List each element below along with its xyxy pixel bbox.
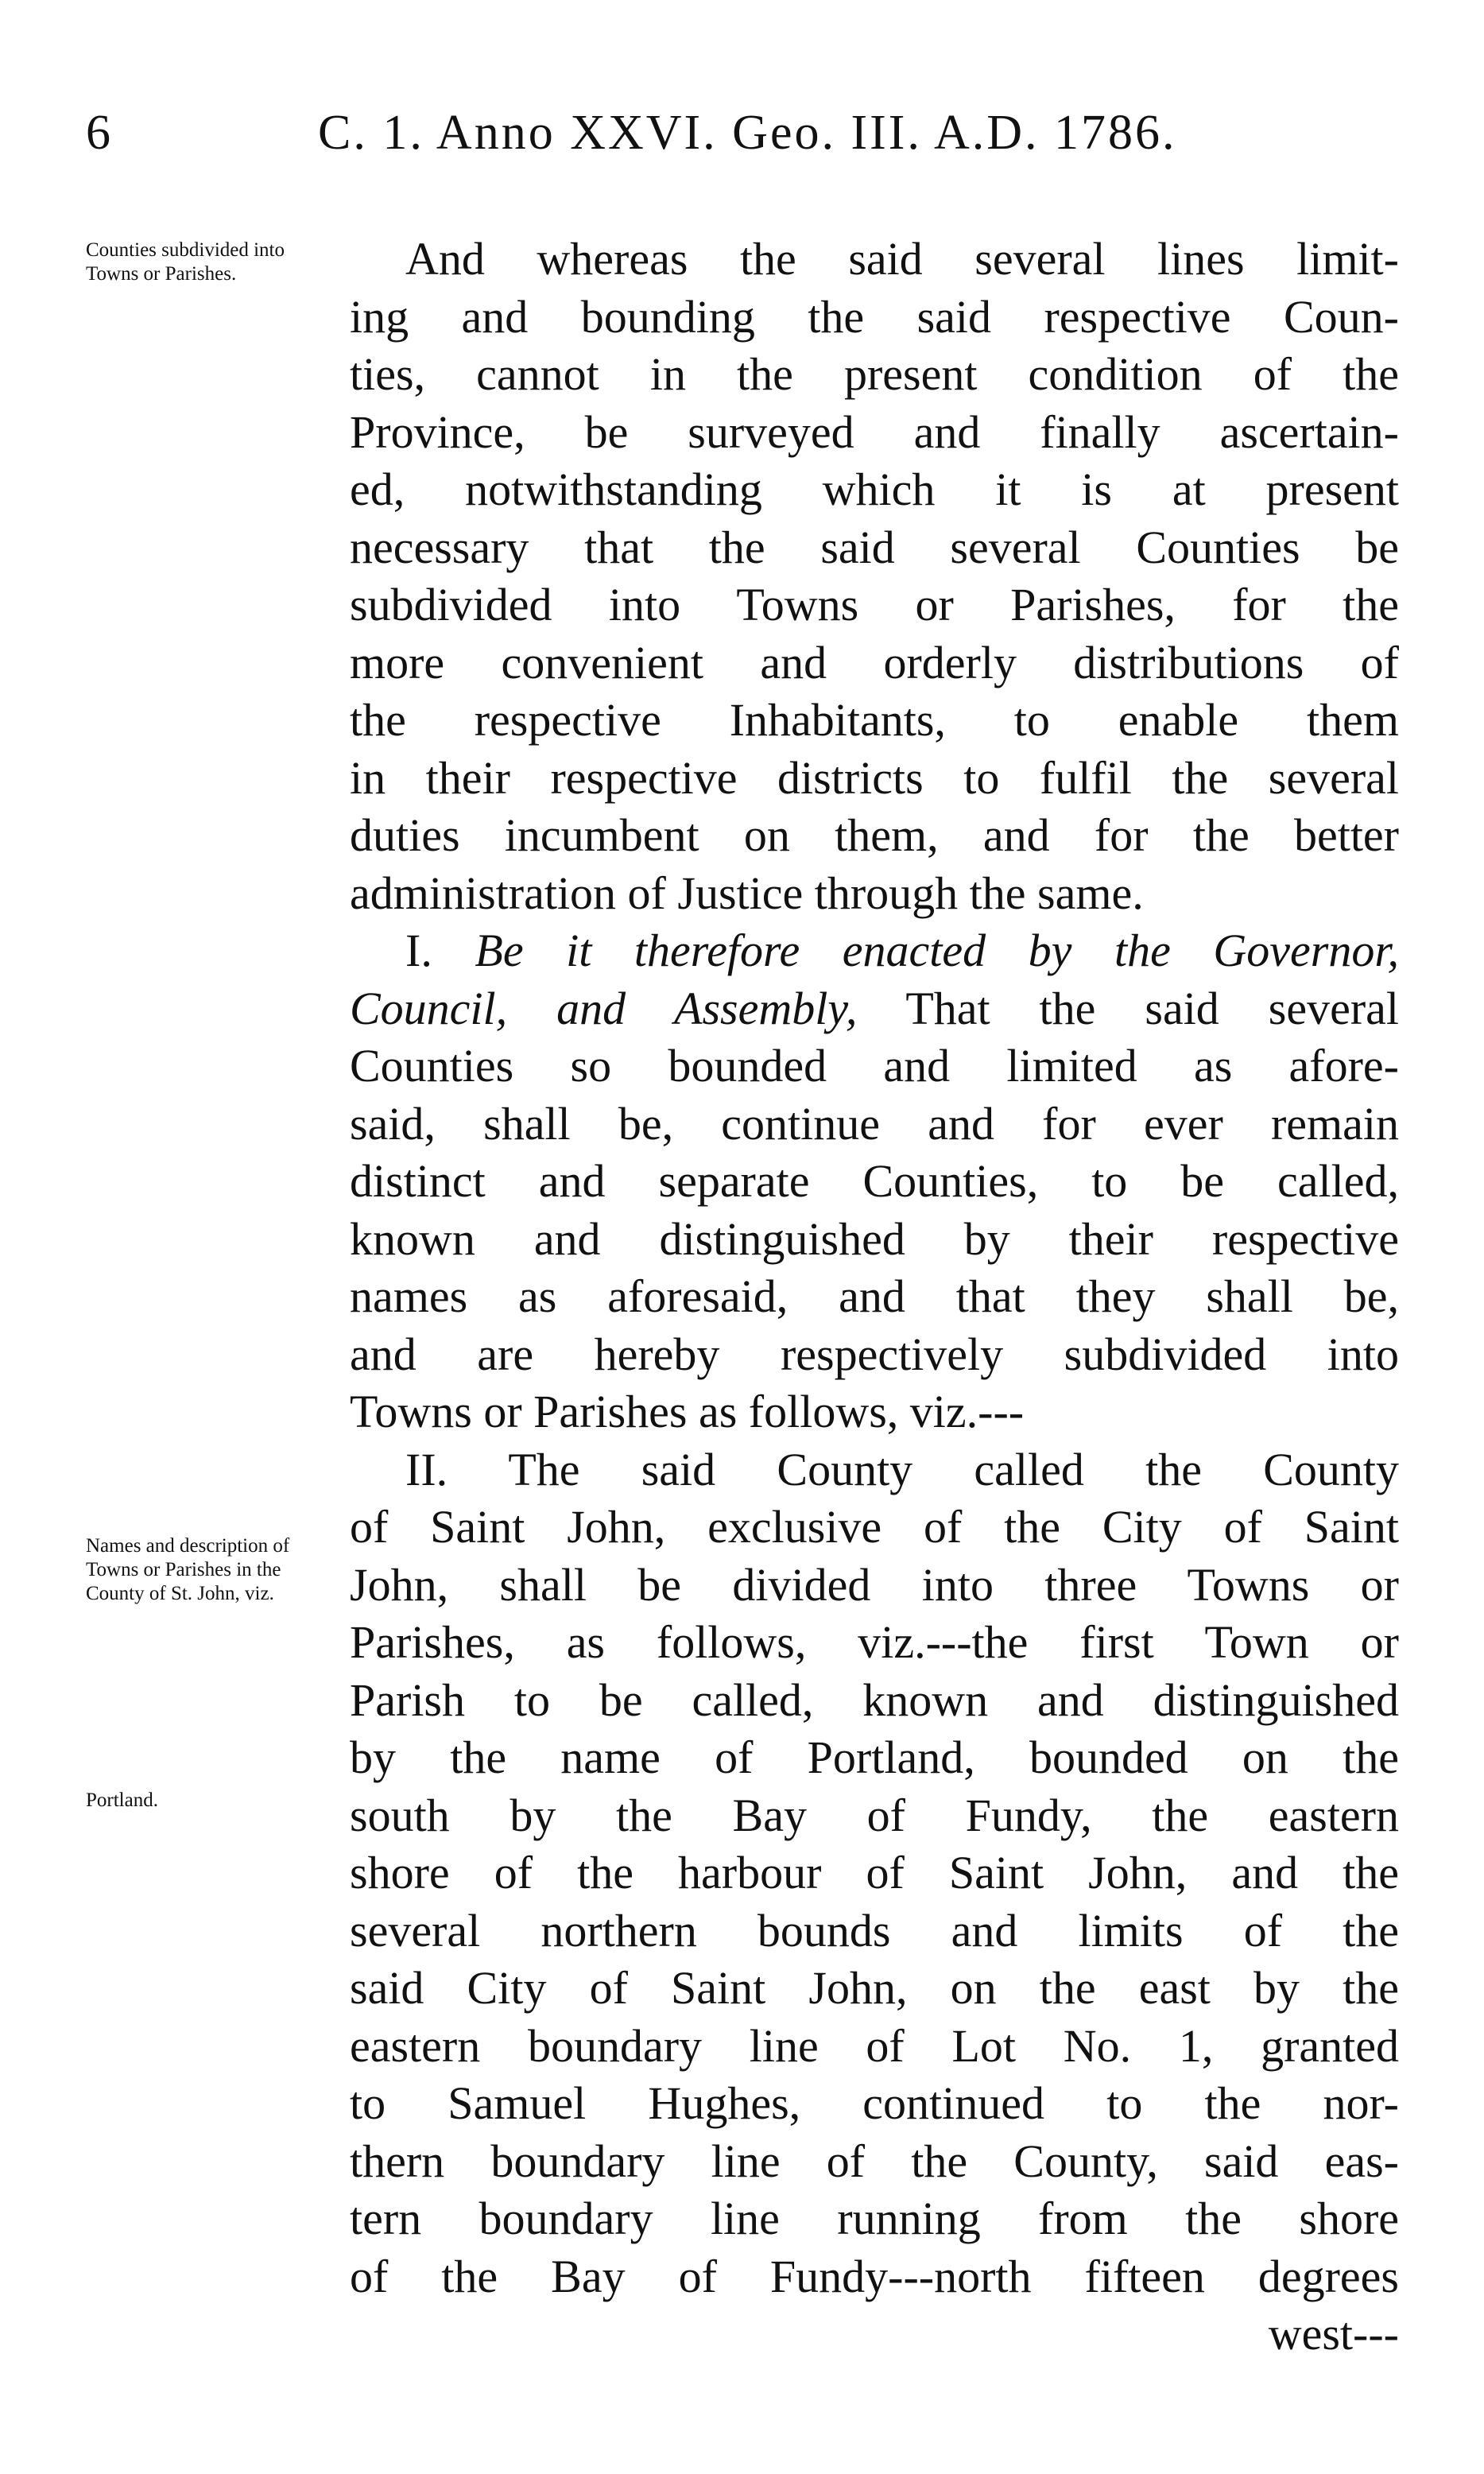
text-line: John, shall be divided into three Towns or [350,1558,1399,1611]
margin-note-names-description: Names and description of Towns or Parishes in the County of St. John, viz. [86,1535,290,1604]
text-line: necessary that the said several Counties be [350,521,1399,573]
margin-note-counties: Counties subdivided into Towns or Parishes. [86,239,285,285]
text-line: tern boundary line running from the shore [350,2193,1399,2244]
margin-note-portland: Portland. [86,1790,158,1811]
text-line: thern boundary line of the County, said eas- [350,2135,1399,2187]
text-line: said City of Saint John, on the east by the [350,1962,1399,2014]
text-line: and are hereby respectively subdivided into [350,1328,1399,1380]
text-line: of the Bay of Fundy---north fifteen degrees [350,2250,1399,2302]
text-line: south by the Bay of Fundy, the eastern [350,1789,1399,1841]
text-line: And whereas the said several lines limit- [405,233,1399,285]
text-line: of Saint John, exclusive of the City of Saint [350,1501,1399,1553]
text-line: in their respective districts to fulfil the several [350,751,1399,804]
text-line: the respective Inhabitants, to enable them [350,694,1399,746]
enacting-line [350,980,1399,1038]
text-line: to Samuel Hughes, continued to the nor- [350,2077,1399,2129]
text-line: Counties so bounded and limited as afore- [350,1040,1399,1092]
catchword: west--- [1268,2308,1399,2360]
text-line: duties incumbent on them, and for the better [350,809,1399,861]
enacting-clause-italic: Be it therefore enacted by the Governor, [475,925,1399,976]
text-line: administration of Justice through the same. [350,867,1144,919]
text-line: shore of the harbour of Saint John, and the [350,1847,1399,1898]
running-title: C. 1. Anno XXVI. Geo. III. A.D. 1786. [318,106,1177,160]
text-line: Parish to be called, known and distinguished [350,1673,1399,1726]
text-line: said, shall be, continue and for ever remain [350,1097,1399,1150]
enacting-line [350,922,1399,980]
text-line: Parishes, as follows, viz.---the first Town or [350,1616,1399,1668]
text-line: by the name of Portland, bounded on the [350,1731,1399,1783]
text-line: ties, cannot in the present condition of the [350,348,1399,400]
text-line: names as aforesaid, and that they shall be, [350,1270,1399,1322]
text-line: distinct and separate Counties, to be called, [350,1155,1399,1207]
text-line: Towns or Parishes as follows, viz.--- [350,1386,1025,1437]
enacting-clause-text: That the said several [905,982,1399,1034]
enacting-clause-italic: Council, and Assembly, [350,982,858,1034]
text-line: subdivided into Towns or Parishes, for the [350,579,1399,630]
text-line: more convenient and orderly distributions of [350,636,1399,688]
page-number: 6 [86,106,110,160]
section-ii-first-line: II. The said County called the County [405,1443,1399,1495]
text-line: several northern bounds and limits of the [350,1904,1399,1956]
text-line: known and distinguished by their respective [350,1212,1399,1265]
body-text [350,231,1399,2363]
section-numeral: I. [405,925,432,976]
text-line: ed, notwithstanding which it is at present [350,463,1399,515]
text-line: eastern boundary line of Lot No. 1, granted [350,2019,1399,2072]
text-line: ing and bounding the said respective Coun- [350,290,1399,343]
text-line: Province, be surveyed and finally ascertain- [350,405,1399,458]
